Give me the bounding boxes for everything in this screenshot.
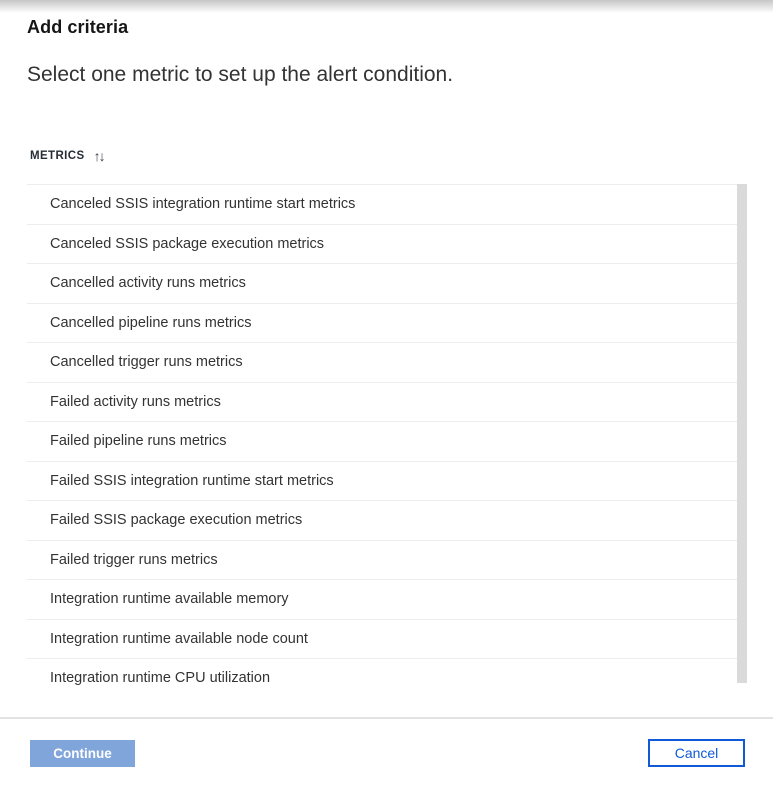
list-item[interactable] [27,264,737,304]
metrics-column-header[interactable] [30,149,104,163]
scrollbar-thumb[interactable] [737,184,747,683]
list-item[interactable] [27,422,737,462]
footer-divider [0,717,773,719]
list-item-label: Failed SSIS package execution metrics [50,512,303,529]
list-item[interactable] [27,383,737,423]
list-item[interactable] [27,462,737,502]
list-item-label: Integration runtime available memory [50,591,289,608]
list-item-label: Failed trigger runs metrics [50,551,218,568]
list-item-label: Canceled SSIS package execution metrics [50,235,325,252]
continue-button[interactable]: Continue [30,740,135,767]
list-item-label: Cancelled trigger runs metrics [50,354,243,371]
list-item[interactable] [27,659,737,697]
sort-arrows-icon: ↑↓ [93,148,104,164]
list-item[interactable] [27,225,737,265]
list-item[interactable] [27,304,737,344]
metrics-column-label: METRICS [30,150,85,162]
list-item-label: Integration runtime available node count [50,630,308,647]
list-item-label: Canceled SSIS integration runtime start metrics [50,196,356,213]
list-item-label: Cancelled activity runs metrics [50,275,246,292]
instruction-text: Select one metric to set up the alert condition. [27,63,454,86]
list-item[interactable] [27,620,737,660]
page-title: Add criteria [27,17,129,37]
top-shadow [0,0,773,13]
list-item-label: Failed SSIS integration runtime start metrics [50,472,334,489]
list-item[interactable] [27,501,737,541]
list-item-label: Failed activity runs metrics [50,393,221,410]
cancel-button[interactable]: Cancel [648,739,745,767]
metrics-list-container [27,184,747,697]
list-item[interactable] [27,580,737,620]
list-item[interactable] [27,541,737,581]
list-item-label: Cancelled pipeline runs metrics [50,314,252,331]
metrics-list [27,184,737,697]
list-item-label: Failed pipeline runs metrics [50,433,227,450]
list-item-label: Integration runtime CPU utilization [50,670,271,687]
scrollbar[interactable] [737,184,747,697]
list-item[interactable] [27,343,737,383]
list-item[interactable] [27,185,737,225]
